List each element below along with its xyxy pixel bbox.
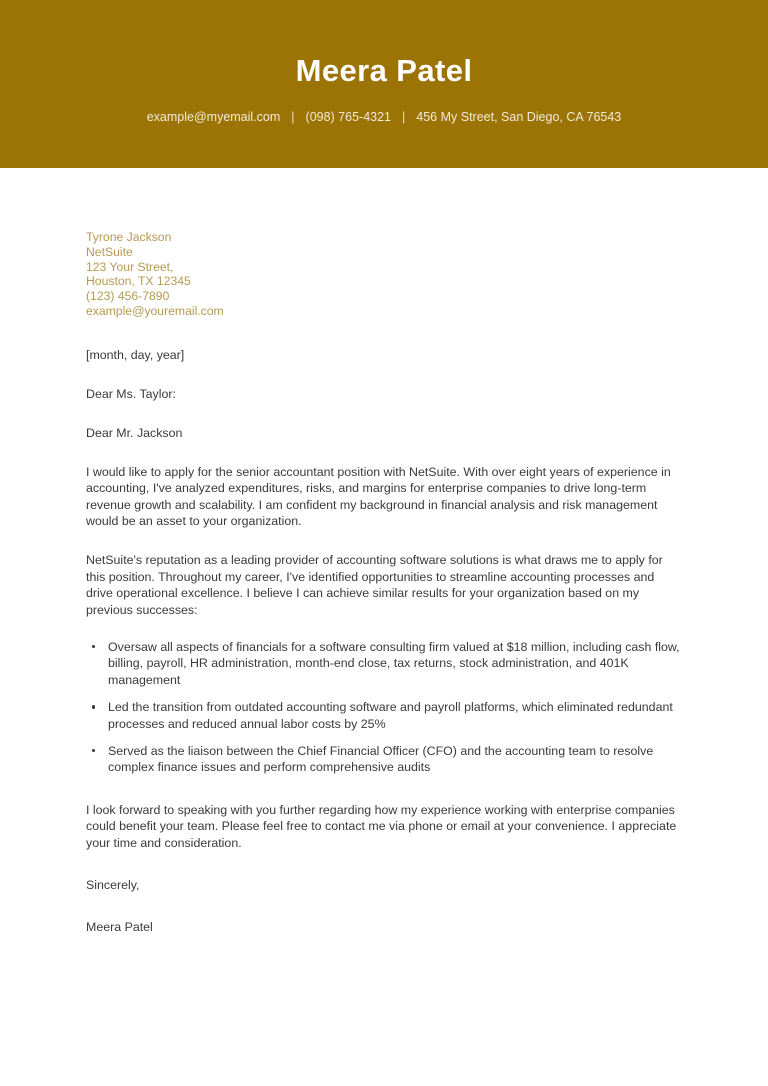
list-item-text: Oversaw all aspects of financials for a software consulting firm valued at $18 million, including cash flow, billing, payroll, HR administration, month-end close, tax returns, stock administration, and 401K management	[108, 640, 680, 687]
salutation-secondary: Dear Mr. Jackson	[86, 425, 183, 440]
applicant-name: Meera Patel	[295, 53, 473, 88]
letter-body	[0, 168, 768, 935]
signature-name: Meera Patel	[86, 920, 153, 935]
contact-separator-1: |	[291, 110, 295, 124]
bullet-dot-icon	[92, 749, 95, 752]
body-paragraph-2: NetSuite's reputation as a leading provider of accounting software solutions is what draws me to apply for this position. Throughout my career, I've identified opportunities to streamline accounting processes and drive operational excellence. I believe I can achieve similar results for your organization based on my previous successes:	[86, 553, 663, 617]
applicant-address: 456 My Street, San Diego, CA 76543	[416, 110, 622, 124]
recipient-name: Tyrone Jackson	[86, 230, 172, 244]
bullet-dot-icon	[92, 645, 95, 648]
signoff: Sincerely,	[86, 878, 140, 893]
salutation-primary: Dear Ms. Taylor:	[86, 386, 176, 401]
letter-date: [month, day, year]	[86, 347, 185, 362]
applicant-email: example@myemail.com	[146, 110, 281, 124]
recipient-city-state-zip: Houston, TX 12345	[86, 274, 191, 289]
recipient-block	[86, 230, 682, 319]
list-item-text: Led the transition from outdated accounting software and payroll platforms, which eliminated redundant processes and reduced annual labor costs by 25%	[108, 700, 673, 731]
recipient-company: NetSuite	[86, 244, 133, 259]
list-item	[86, 699, 682, 732]
achievements-list	[86, 639, 682, 776]
list-item-text: Served as the liaison between the Chief Financial Officer (CFO) and the accounting team to resolve complex finance issues and perform comprehensive audits	[108, 744, 654, 775]
list-item	[86, 639, 682, 688]
applicant-phone: (098) 765-4321	[305, 110, 392, 124]
closing-paragraph: I look forward to speaking with you further regarding how my experience working with enterprise companies could benefit your team. Please feel free to contact me via phone or email at your convenience. I appreciate your time and consideration.	[86, 802, 677, 850]
recipient-phone: (123) 456-7890	[86, 289, 170, 304]
list-item	[86, 743, 682, 776]
recipient-email: example@youremail.com	[86, 303, 224, 318]
body-paragraph-1: I would like to apply for the senior accountant position with NetSuite. With over eight years of experience in accounting, I've analyzed expenditures, risks, and margins for enterprise companies to drive long-term revenue growth and scalability. I am confident my background in financial analysis and risk management would be an asset to your organization.	[86, 464, 671, 528]
header-contact-line	[0, 109, 768, 125]
letter-header	[0, 0, 768, 168]
bullet-dot-icon	[92, 705, 95, 708]
recipient-street: 123 Your Street,	[86, 259, 174, 274]
contact-separator-2: |	[402, 110, 406, 124]
